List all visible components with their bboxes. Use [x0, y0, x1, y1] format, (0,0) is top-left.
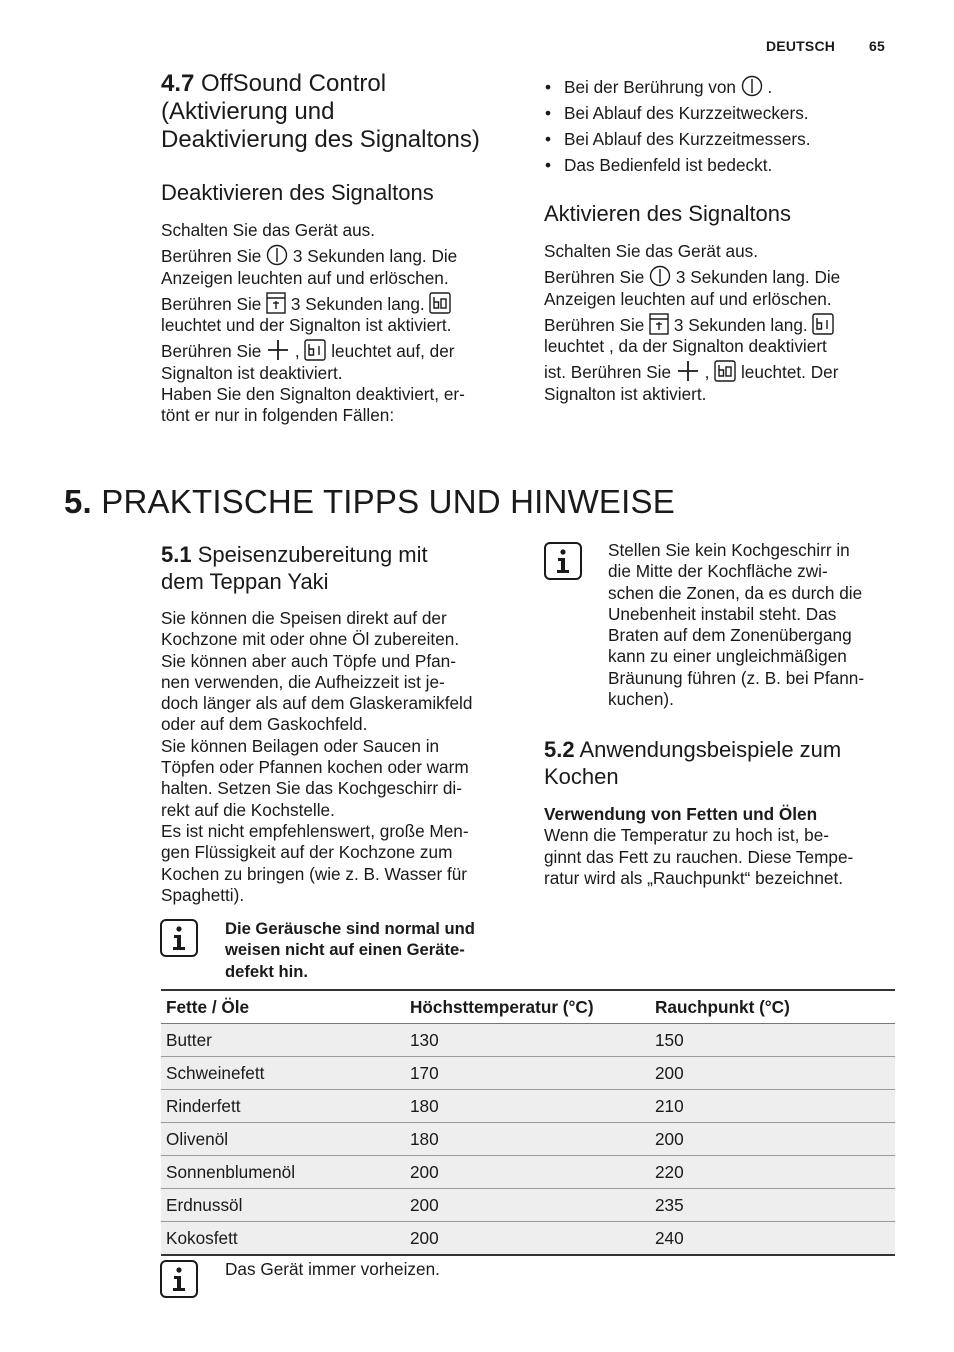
section-5-2-heading: 5.2 Anwendungsbeispiele zum Kochen: [544, 737, 842, 789]
text-line: die Mitte der Kochfläche zwi-: [608, 561, 828, 582]
table-cell: Schweinefett: [161, 1057, 405, 1090]
table-row: [161, 1189, 895, 1222]
timer-key-icon: [649, 313, 669, 335]
table-row: [161, 1057, 895, 1090]
table-cell: Rinderfett: [161, 1090, 405, 1123]
signal-cases-list: [545, 74, 810, 178]
table-cell: 240: [650, 1222, 895, 1256]
table-cell: Butter: [161, 1024, 405, 1057]
column-header: Höchsttemperatur (°C): [405, 990, 650, 1024]
text-line: Stellen Sie kein Kochgeschirr in: [608, 540, 850, 560]
info-icon: [544, 542, 582, 580]
text-line: Sie können die Speisen direkt auf der: [161, 608, 447, 628]
text-line: oder auf dem Gaskochfeld.: [161, 714, 368, 735]
text-line: nen verwenden, die Aufheizzeit ist je-: [161, 671, 445, 692]
info-icon: [160, 1260, 198, 1298]
text-line: Kochzone mit oder ohne Öl zubereiten.: [161, 629, 460, 650]
power-key-icon: [266, 244, 288, 266]
text-line: doch länger als auf dem Glaskeramikfeld: [161, 693, 473, 714]
activate-text: Schalten Sie das Gerät aus. Berühren Sie 3 Sekunden lang. Die Anzeigen leuchten auf und erlöschen. Berühren Sie 3 Sekunden lang. leuchtet , da der Signalton deaktiviert ist. Berühren Sie , leuchtet. Der Signalton ist aktiviert.: [544, 241, 841, 404]
text-line: Unebenheit instabil steht. Das: [608, 603, 837, 624]
text-line: halten. Setzen Sie das Kochgeschirr di-: [161, 778, 462, 799]
text-line: Spaghetti).: [161, 884, 245, 905]
column-header: Rauchpunkt (°C): [650, 990, 895, 1024]
note-cookware: [608, 540, 898, 710]
table-cell: 200: [650, 1123, 895, 1156]
section-5-1-heading: 5.1 Speisenzubereitung mit dem Teppan Yaki: [161, 542, 428, 594]
display-b1-icon: [304, 339, 326, 361]
table-row: [161, 1090, 895, 1123]
table-cell: Erdnussöl: [161, 1189, 405, 1222]
table-header-row: [161, 990, 895, 1024]
table-cell: 210: [650, 1090, 895, 1123]
table-cell: 180: [405, 1123, 650, 1156]
table-cell: 170: [405, 1057, 650, 1090]
plus-key-icon: [676, 360, 700, 382]
display-b0-icon: [714, 360, 736, 382]
smoke-point-table: [161, 989, 895, 1256]
text-line: gen Flüssigkeit auf der Kochzone zum: [161, 842, 453, 863]
table-row: [161, 1024, 895, 1057]
table-row: [161, 1222, 895, 1256]
note-noise: Die Geräusche sind normal und weisen nicht auf einen Geräte- defekt hin.: [225, 919, 475, 981]
deactivate-heading: Deaktivieren des Signaltons: [161, 180, 434, 205]
text-line: Sie können aber auch Töpfe und Pfan-: [161, 650, 456, 671]
info-icon: [160, 919, 198, 957]
text-line: schen die Zonen, da es durch die: [608, 582, 863, 603]
list-item: • Das Bedienfeld ist bedeckt.: [545, 152, 810, 178]
table-cell: 220: [650, 1156, 895, 1189]
text-line: kuchen).: [608, 689, 674, 710]
text-line: rekt auf die Kochstelle.: [161, 799, 335, 820]
text-line: kann zu einer ungleichmäßigen: [608, 646, 847, 667]
table-cell: Sonnenblumenöl: [161, 1156, 405, 1189]
power-key-icon: [741, 75, 763, 97]
text-line: Sie können Beilagen oder Saucen in: [161, 735, 440, 756]
table-row: [161, 1156, 895, 1189]
section-5-2-text: Verwendung von Fetten und Ölen Wenn die Temperatur zu hoch ist, be- ginnt das Fett zu rauchen. Diese Tempe- ratur wird als „Rauchpunkt“ bezeichnet.: [544, 804, 854, 888]
list-item: • Bei Ablauf des Kurzzeitmessers.: [545, 126, 810, 152]
display-b1-icon: [812, 313, 834, 335]
table-cell: 200: [650, 1057, 895, 1090]
note-preheat: Das Gerät immer vorheizen.: [225, 1259, 440, 1279]
table-cell: 200: [405, 1222, 650, 1256]
header-language: DEUTSCH: [766, 38, 836, 54]
table-cell: 200: [405, 1189, 650, 1222]
table-cell: 200: [405, 1156, 650, 1189]
text-line: Es ist nicht empfehlenswert, große Men-: [161, 820, 469, 841]
section-4-7-heading: 4.7 OffSound Control (Aktivierung und Deaktivierung des Signaltons): [161, 70, 480, 153]
timer-key-icon: [266, 292, 286, 314]
table-cell: 150: [650, 1024, 895, 1057]
power-key-icon: [649, 265, 671, 287]
text-line: Töpfen oder Pfannen kochen oder warm: [161, 757, 469, 778]
table-cell: 235: [650, 1189, 895, 1222]
display-b0-icon: [429, 292, 451, 314]
table-cell: 130: [405, 1024, 650, 1057]
table-row: [161, 1123, 895, 1156]
activate-heading: Aktivieren des Signaltons: [544, 201, 792, 226]
text-line: Braten auf dem Zonenübergang: [608, 625, 852, 646]
deactivate-text: Schalten Sie das Gerät aus. Berühren Sie 3 Sekunden lang. Die Anzeigen leuchten auf und erlöschen. Berühren Sie 3 Sekunden lang. leuchtet und der Signalton ist aktiviert. Berühren Sie , leuchtet auf, der Signalton ist deaktiviert. Haben Sie den Signalton deaktiviert, er- tönt er nur in folgenden Fällen:: [161, 220, 465, 426]
table-cell: Olivenöl: [161, 1123, 405, 1156]
table-cell: Kokosfett: [161, 1222, 405, 1256]
text-line: Bräunung führen (z. B. bei Pfann-: [608, 667, 865, 688]
page-number: 65: [869, 38, 885, 54]
list-item: • Bei der Berührung von .: [545, 74, 810, 100]
table-cell: 180: [405, 1090, 650, 1123]
chapter-5-heading: 5. PRAKTISCHE TIPPS UND HINWEISE: [64, 483, 675, 520]
list-item: • Bei Ablauf des Kurzzeitweckers.: [545, 100, 810, 126]
column-header: Fette / Öle: [161, 990, 405, 1024]
plus-key-icon: [266, 339, 290, 361]
section-5-1-text: [161, 608, 521, 906]
text-line: Kochen zu bringen (wie z. B. Wasser für: [161, 863, 468, 884]
